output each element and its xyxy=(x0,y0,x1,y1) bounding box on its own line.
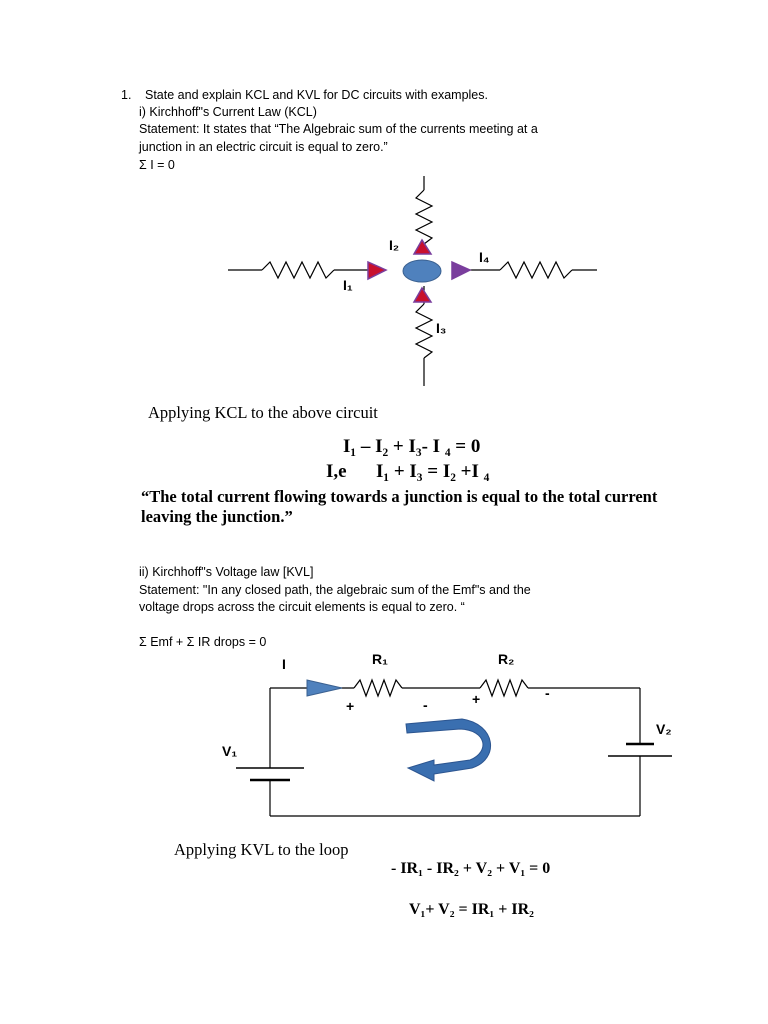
kvl-equation-1: - IR₁ - IR₂ + V₂ + V₁ = 0 xyxy=(391,860,551,877)
label-v2: V₂ xyxy=(656,721,672,737)
label-i3: I₃ xyxy=(436,320,447,336)
kvl-equation-2: V₁+ V₂ = IR₁ + IR₂ xyxy=(409,901,534,918)
kcl-conclusion-line1: “The total current flowing towards a junction is equal to the total current xyxy=(141,487,658,506)
current-arrow-icon xyxy=(307,680,342,696)
kvl-resistor-r2 xyxy=(480,680,528,696)
kcl-statement-line1: Statement: It states that “The Algebraic sum of the currents meeting at a xyxy=(139,122,538,136)
kcl-statement-line2: junction in an electric circuit is equal to zero.” xyxy=(139,140,388,154)
kcl-formula: Σ I = 0 xyxy=(139,158,175,172)
kvl-heading: ii) Kirchhoff"s Voltage law [KVL] xyxy=(139,565,314,579)
label-current: I xyxy=(282,656,286,672)
kvl-statement-line2: voltage drops across the circuit elements is equal to zero. “ xyxy=(139,600,465,614)
label-i2: I₂ xyxy=(389,237,400,253)
loop-direction-arrow-icon xyxy=(406,719,491,781)
label-r2: R₂ xyxy=(498,651,515,667)
label-i4: I₄ xyxy=(479,249,490,265)
label-r1-plus: + xyxy=(346,698,355,714)
label-r1: R₁ xyxy=(372,651,388,667)
kvl-resistor-r1 xyxy=(354,680,402,696)
question-text: State and explain KCL and KVL for DC circuits with examples. xyxy=(145,88,488,102)
label-i1: I₁ xyxy=(343,277,353,293)
label-r2-minus: - xyxy=(545,685,550,701)
kcl-equation-1: I₁ – I₂ + I₃- I ₄ = 0 xyxy=(343,436,481,457)
label-r2-plus: + xyxy=(472,691,481,707)
kcl-equation-2-prefix: I,e xyxy=(326,461,347,482)
kcl-applying: Applying KCL to the above circuit xyxy=(148,403,378,422)
kvl-formula: Σ Emf + Σ IR drops = 0 xyxy=(139,635,267,649)
kvl-statement-line1: Statement: "In any closed path, the algebraic sum of the Emf"s and the xyxy=(139,583,531,597)
kcl-heading: i) Kirchhoff"s Current Law (KCL) xyxy=(139,105,317,119)
kvl-applying: Applying KVL to the loop xyxy=(174,840,349,859)
kcl-conclusion-line2: leaving the junction.” xyxy=(141,507,293,526)
question-number: 1. xyxy=(121,88,132,102)
label-r1-minus: - xyxy=(423,697,428,713)
kcl-equation-2: I₁ + I₃ = I₂ +I ₄ xyxy=(376,461,490,482)
label-v1: V₁ xyxy=(222,743,238,759)
